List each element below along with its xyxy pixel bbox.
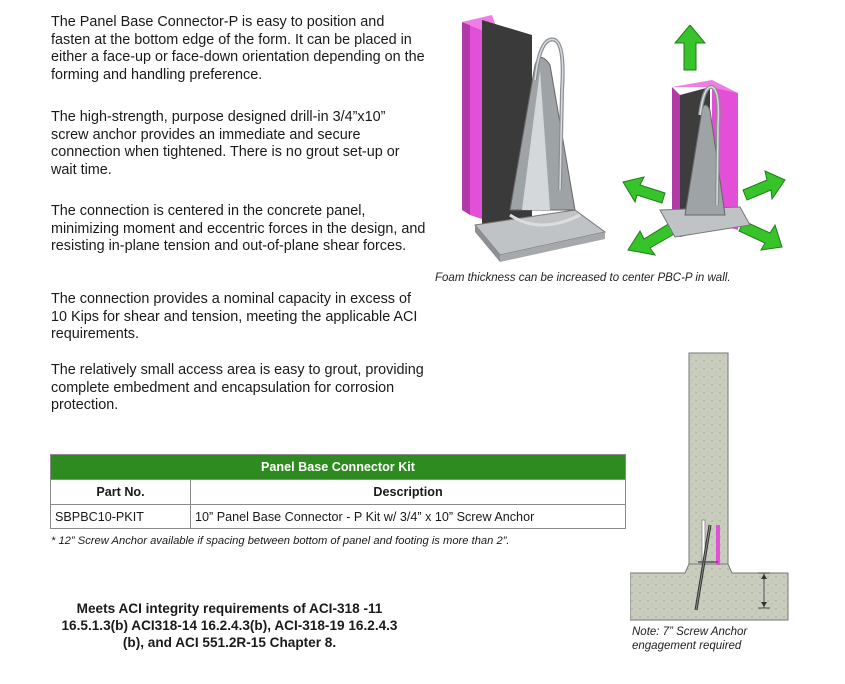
arrow-right-icon (743, 171, 785, 200)
anchor-note-line1: Note: 7” Screw Anchor (632, 626, 748, 638)
paragraph-capacity: The connection provides a nominal capacity in excess of 10 Kips for shear and tension, meeting the applicable ACI requirements. (51, 291, 418, 342)
paragraph-positioning: The Panel Base Connector-P is easy to position and fasten at the bottom edge of the form. It can be placed in either a face-up or face-down orientation depending on the forming and handling preference. (51, 14, 425, 83)
kit-table-title: Panel Base Connector Kit (51, 455, 626, 480)
column-header-description: Description (191, 480, 626, 505)
arrow-left-icon (623, 177, 665, 203)
aci-requirements-statement: Meets ACI integrity requirements of ACI-318 -11 16.5.1.3(b) ACI318-14 16.2.4.3(b), ACI-318-19 16.2.4.3 (b), and ACI 551.2R-15 Chapter 8. (61, 601, 398, 650)
paragraph-centered: The connection is centered in the concrete panel, minimizing moment and eccentric forces in the design, and resisting in-plane tension and out-of-plane shear forces. (51, 203, 426, 254)
anchor-note-line2: engagement required (632, 640, 742, 652)
cell-description: 10” Panel Base Connector - P Kit w/ 3/4” x 10” Screw Anchor (191, 505, 626, 529)
anchor-note (632, 625, 747, 653)
footnote: * 12” Screw Anchor available if spacing between bottom of panel and footing is more than 2”. (51, 535, 510, 547)
kit-table (50, 454, 626, 529)
paragraph-screw-anchor: The high-strength, purpose designed drill-in 3/4”x10” screw anchor provides an immediate and secure connection when tightened. There is no grout set-up or wait time. (51, 109, 400, 178)
connector-illustration-left (440, 10, 610, 270)
cell-part-no: SBPBC10-PKIT (51, 505, 191, 529)
table-row (51, 505, 626, 529)
arrow-down-left-icon (628, 223, 676, 255)
figure-caption: Foam thickness can be increased to center PBC-P in wall. (435, 272, 731, 284)
wall-section-diagram (630, 350, 790, 625)
arrow-up-icon (675, 25, 705, 70)
paragraph-grout: The relatively small access area is easy to grout, providing complete embedment and encapsulation for corrosion protection. (51, 362, 424, 413)
column-header-part-no: Part No. (51, 480, 191, 505)
connector-illustration-right (620, 25, 790, 275)
